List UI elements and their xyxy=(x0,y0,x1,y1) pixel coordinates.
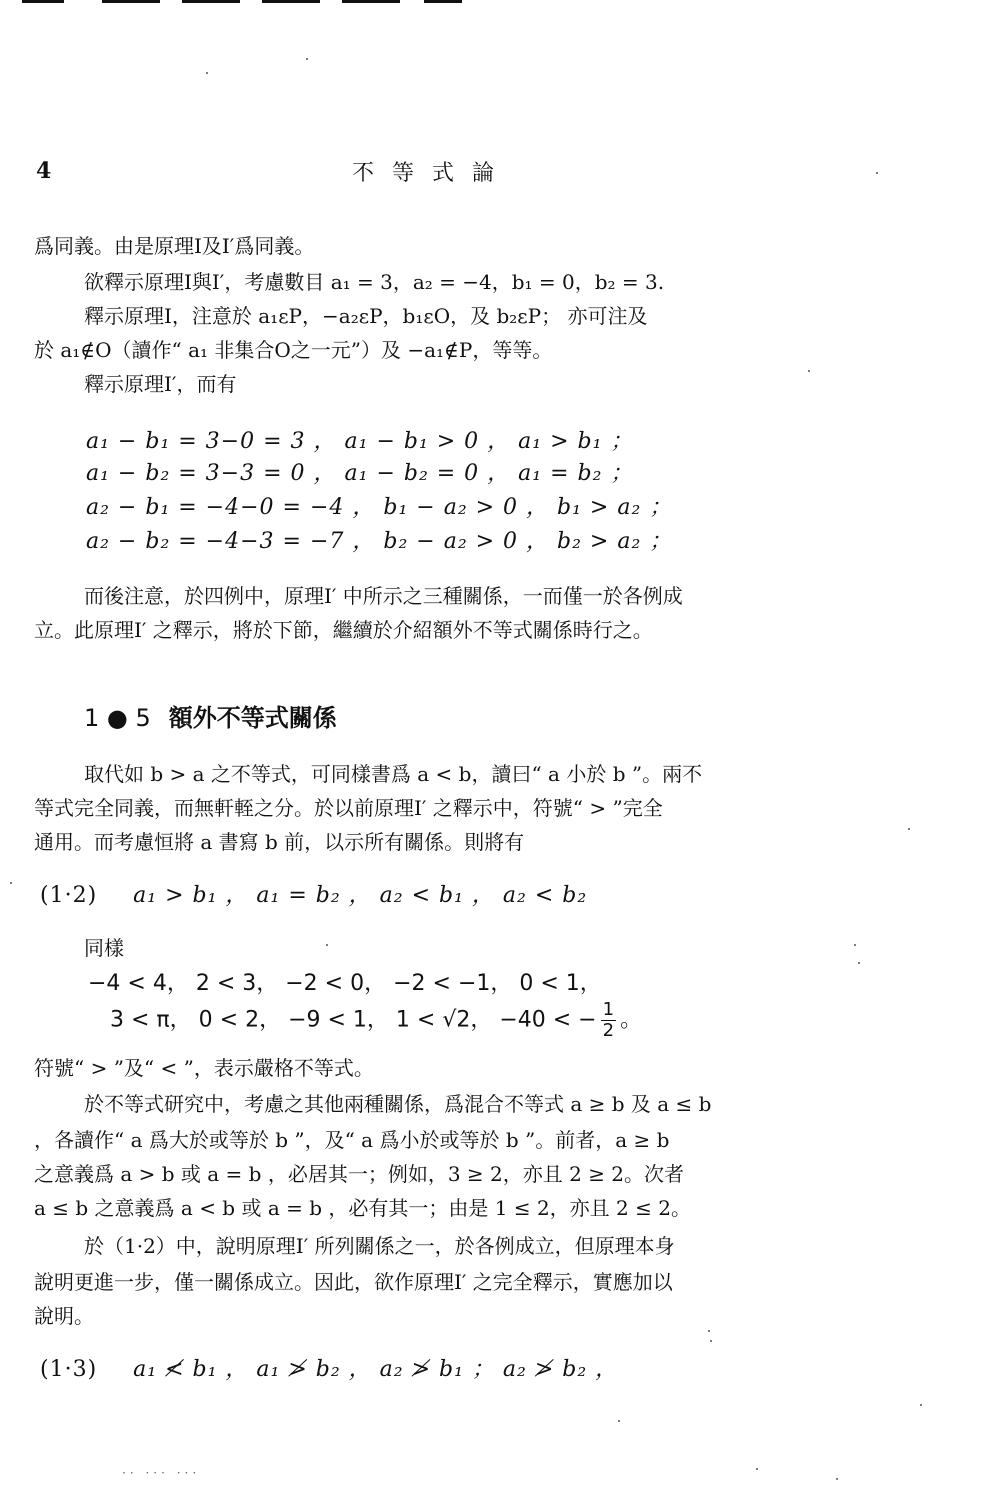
paragraph-line: 之意義爲 a > b 或 a = b ，必居其一；例如，3 ≥ 2，亦且 2 ≥ 2。次者 xyxy=(34,1162,685,1186)
equation-number: (1·3) xyxy=(40,1357,98,1382)
page-number: 4 xyxy=(36,158,52,184)
fraction-one-half xyxy=(601,1000,616,1041)
scan-speck xyxy=(920,1404,922,1406)
running-title: 不等式論 xyxy=(352,161,513,186)
section-number: 1 ● 5 xyxy=(84,704,151,732)
scan-speck xyxy=(854,944,856,946)
fraction-denominator: 2 xyxy=(602,1020,615,1041)
section-title: 額外不等式關係 xyxy=(168,704,337,732)
equation-row: a₁ − b₂ = 3−3 = 0 ， a₁ − b₂ = 0 ， a₁ = b₂ ； xyxy=(86,461,634,486)
paragraph-line: a ≤ b 之意義爲 a < b 或 a = b ，必有其一；由是 1 ≤ 2，亦且 2 ≤ 2。 xyxy=(34,1196,691,1220)
section-heading xyxy=(84,698,337,733)
paragraph-line: 通用。而考慮恒將 a 書寫 b 前，以示所有關係。則將有 xyxy=(34,830,525,854)
scan-speck xyxy=(326,944,328,946)
paragraph-line: 釋示原理Ⅰ，注意於 a₁εP，−a₂εP，b₁εO，及 b₂εP； 亦可注及 xyxy=(84,304,648,328)
footer-marks: ·· ··· ··· xyxy=(122,1466,201,1480)
paragraph-line: 欲釋示原理Ⅰ與Ⅰ′，考慮數目 a₁ = 3，a₂ = −4，b₁ = 0，b₂ = 3. xyxy=(84,270,665,294)
paragraph-line: 取代如 b > a 之不等式，可同樣書爲 a < b，讀曰“ a 小於 b ”。兩不 xyxy=(84,762,703,786)
paragraph-line: 於不等式研究中，考慮之其他兩種關係，爲混合不等式 a ≥ b 及 a ≤ b xyxy=(84,1092,712,1116)
fraction-numerator: 1 xyxy=(602,999,615,1020)
equation-body: a₁ > b₁ ， a₁ = b₂ ， a₂ < b₁ ， a₂ < b₂ xyxy=(133,883,588,908)
paragraph-line: 說明。 xyxy=(34,1304,94,1328)
equation-1-3 xyxy=(40,1352,618,1383)
scan-speck xyxy=(618,1420,620,1422)
scan-speck xyxy=(858,962,860,964)
paragraph-line: 立。此原理Ⅰ′ 之釋示，將於下節，繼續於介紹額外不等式關係時行之。 xyxy=(34,618,653,642)
example-row xyxy=(110,1000,642,1041)
equation-row: a₁ − b₁ = 3−0 = 3 ， a₁ − b₁ > 0 ， a₁ > b₁ ； xyxy=(86,429,634,454)
equation-body: a₁ ≮ b₁ ， a₁ ≯ b₂ ， a₂ ≯ b₁ ； a₂ ≯ b₂ ， xyxy=(133,1357,619,1382)
equation-row: a₂ − b₂ = −4−3 = −7 ， b₂ − a₂ > 0 ， b₂ > a₂ ； xyxy=(86,529,673,554)
example-row: −4 < 4， 2 < 3， −2 < 0， −2 < −1， 0 < 1， xyxy=(88,971,602,996)
paragraph-line: 於（1·2）中，說明原理Ⅰ′ 所列關係之一，於各例成立，但原理本身 xyxy=(84,1234,675,1258)
paragraph-line: 說明更進一步，僅一關係成立。因此，欲作原理Ⅰ′ 之完全釋示，實應加以 xyxy=(34,1270,673,1294)
paragraph-line: 等式完全同義，而無軒輊之分。於以前原理Ⅰ′ 之釋示中，符號“ > ”完全 xyxy=(34,796,663,820)
scan-speck xyxy=(876,172,878,174)
example-row-text: 3 < π， 0 < 2， −9 < 1， 1 < √2， −40 < − xyxy=(110,1007,597,1033)
paragraph-line: 同樣 xyxy=(84,936,124,960)
scan-speck xyxy=(710,1340,712,1342)
scan-speck xyxy=(206,72,208,74)
scan-speck xyxy=(908,828,910,830)
paragraph-line: 於 a₁∉O（讀作“ a₁ 非集合O之一元”）及 −a₁∉P，等等。 xyxy=(34,338,553,362)
scan-speck xyxy=(836,1478,838,1480)
paragraph-line: 釋示原理Ⅰ′，而有 xyxy=(84,372,237,396)
scan-speck xyxy=(756,1468,758,1470)
equation-number: (1·2) xyxy=(40,883,98,908)
paragraph-line: ，各讀作“ a 爲大於或等於 b ”，及“ a 爲小於或等於 b ”。前者，a ≥ b xyxy=(34,1128,670,1152)
paragraph-line: 符號“ > ”及“ < ”，表示嚴格不等式。 xyxy=(34,1056,374,1080)
example-row-end: 。 xyxy=(620,1007,643,1033)
scan-speck xyxy=(708,1330,710,1332)
scan-speck xyxy=(10,882,12,884)
equation-1-2 xyxy=(40,878,587,909)
paragraph-line: 而後注意，於四例中，原理Ⅰ′ 中所示之三種關係，一而僅一於各例成 xyxy=(84,584,683,608)
equation-row: a₂ − b₁ = −4−0 = −4 ， b₁ − a₂ > 0 ， b₁ > a₂ ； xyxy=(86,495,673,520)
page-header xyxy=(0,156,998,196)
scan-speck xyxy=(808,370,810,372)
scan-speck xyxy=(306,58,308,60)
paragraph-line: 爲同義。由是原理Ⅰ及Ⅰ′爲同義。 xyxy=(34,234,315,258)
